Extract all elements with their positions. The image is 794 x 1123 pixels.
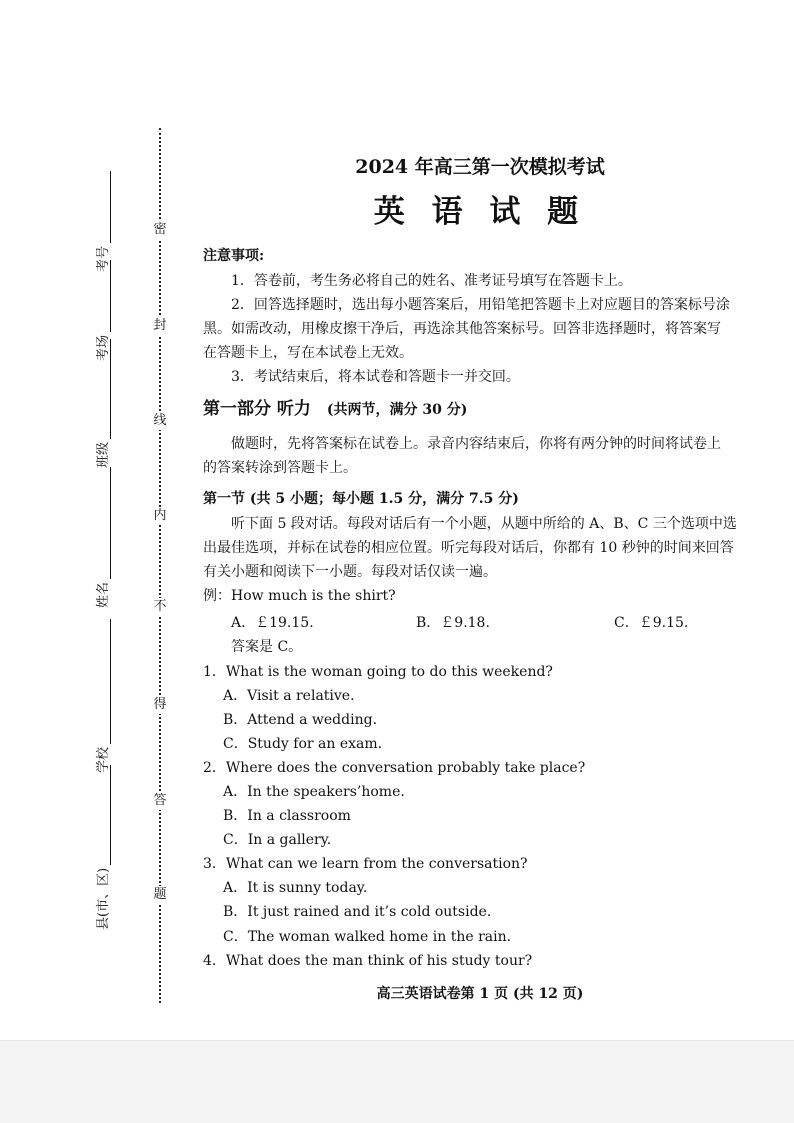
section1-instruction: 听下面 5 段对话。每段对话后有一个小题，从题中所给的 A、B、C 三个选项中选 — [231, 516, 737, 532]
notice-line: 2．回答选择题时，选出每小题答案后，用铅笔把答题卡上对应题目的答案标号涂 — [231, 297, 730, 313]
question-option: B．It just rained and it’s cold outside. — [223, 904, 492, 920]
page-bottom-margin — [0, 1040, 794, 1123]
exam-number-blank[interactable] — [98, 171, 111, 243]
question-option: C．The woman walked home in the rain. — [223, 929, 512, 945]
seal-char: 密 — [151, 221, 169, 239]
seal-char: 不 — [151, 598, 169, 616]
example-option: C．￡9.15. — [614, 615, 689, 631]
seal-char: 内 — [151, 507, 169, 525]
question-option: B．Attend a wedding. — [223, 712, 378, 728]
exam-number-label: 考号 — [96, 245, 111, 272]
name-blank[interactable] — [98, 467, 111, 579]
part1-subtitle: (共两节，满分 30 分) — [326, 402, 468, 418]
question-option: B．In a classroom — [223, 808, 351, 824]
county-label: 县(市、区) — [96, 867, 111, 930]
part1-intro: 做题时，先将答案标在试卷上。录音内容结束后，你将有两分钟的时间将试卷上 — [231, 436, 721, 452]
part1-title: 第一部分 听力 — [203, 399, 311, 419]
subject-title: 英 语 试 题 — [373, 194, 587, 230]
seal-char: 线 — [151, 412, 169, 430]
question-option: C．In a gallery. — [223, 832, 332, 848]
example-answer: 答案是 C。 — [231, 639, 303, 655]
exam-title: 2024 年高三第一次模拟考试 — [355, 156, 605, 178]
part1-heading — [203, 399, 467, 420]
name-label: 姓名 — [96, 581, 111, 608]
example-option: A．￡19.15. — [231, 615, 314, 631]
section1-instruction: 出最佳选项，并标在试卷的相应位置。听完每段对话后，你都有 10 秒钟的时间来回答 — [203, 540, 734, 556]
question-option: C．Study for an exam. — [223, 736, 383, 752]
seal-line — [159, 128, 161, 1003]
notice-heading: 注意事项: — [203, 248, 265, 264]
county-blank[interactable] — [98, 765, 111, 865]
notice-line: 3．考试结束后，将本试卷和答题卡一并交回。 — [231, 369, 520, 385]
question-option: A．In the speakers’home. — [223, 784, 405, 800]
part1-intro: 的答案转涂到答题卡上。 — [203, 460, 357, 476]
question-option: A．Visit a relative. — [223, 688, 355, 704]
page-footer: 高三英语试卷第 1 页 (共 12 页) — [376, 986, 584, 1002]
section1-title: 第一节 (共 5 小题；每小题 1.5 分，满分 7.5 分) — [203, 491, 519, 507]
question: 1．What is the woman going to do this weekend? — [203, 664, 553, 680]
example-option: B．￡9.18. — [416, 615, 490, 631]
question: 3．What can we learn from the conversation? — [203, 856, 528, 872]
seal-char: 题 — [151, 886, 169, 904]
question-option: A．It is sunny today. — [223, 880, 368, 896]
notice-line: 黑。如需改动，用橡皮擦干净后，再选涂其他答案标号。回答非选择题时，将答案写 — [203, 321, 721, 337]
notice-line: 在答题卡上，写在本试卷上无效。 — [203, 345, 413, 361]
school-blank[interactable] — [98, 619, 111, 744]
example-question: 例：How much is the shirt? — [203, 588, 396, 604]
seal-char: 得 — [151, 696, 169, 714]
exam-room-label: 考场 — [96, 334, 111, 361]
school-label: 学校 — [96, 746, 111, 773]
question: 2．Where does the conversation probably take place? — [203, 760, 586, 776]
seal-char: 封 — [151, 317, 169, 335]
class-label: 班级 — [96, 441, 111, 468]
seal-char: 答 — [151, 792, 169, 810]
section1-instruction: 有关小题和阅读下一小题。每段对话仅读一遍。 — [203, 564, 497, 580]
notice-line: 1．答卷前，考生务必将自己的姓名、准考证号填写在答题卡上。 — [231, 273, 632, 289]
question: 4．What does the man think of his study tour? — [203, 953, 533, 969]
